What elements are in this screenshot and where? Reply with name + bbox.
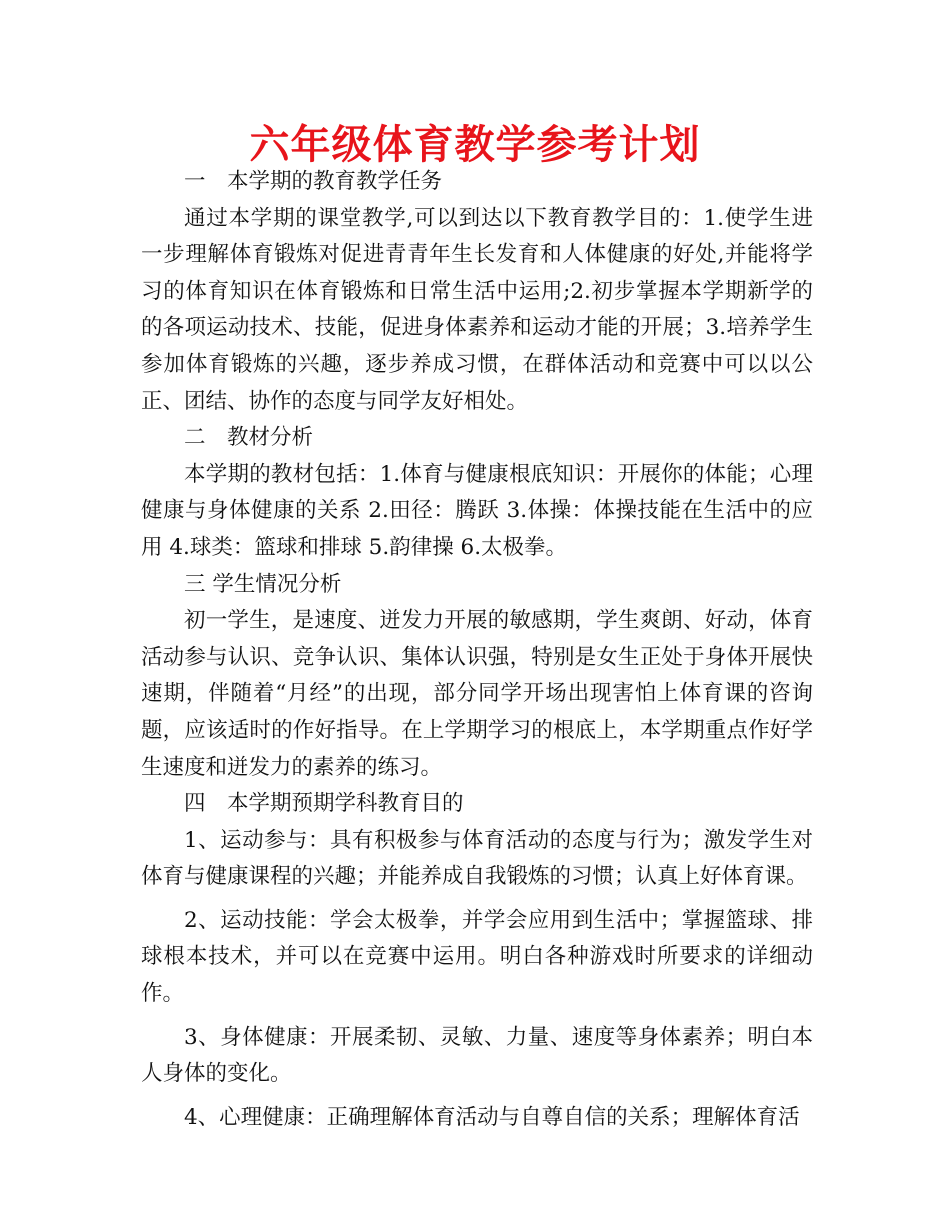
document-body [141,164,813,1136]
document-title: 六年级体育教学参考计划 [249,121,701,168]
goal-item-1: 1、运动参与：具有积极参与体育活动的态度与行为；激发学生对体育与健康课程的兴趣；并能养成自我锻炼的习惯；认真上好体育课。 [141,827,813,890]
paragraph-students: 初一学生，是速度、迸发力开展的敏感期，学生爽朗、好动，体育活动参与认识、竞争认识、集体认识强，特别是女生正处于身体开展快速期，伴随着“月经”的出现，部分同学开场出现害怕上体育课的咨询题，应该适时的作好指导。在上学期学习的根底上，本学期重点作好学生速度和迸发力的素养的练习。 [141,608,813,780]
section-heading-2: 二 教材分析 [184,425,314,451]
paragraph-tasks: 通过本学期的课堂教学,可以到达以下教育教学目的：1.使学生进一步理解体育锻炼对促进青青年生长发育和人体健康的好处,并能将学习的体育知识在体育锻炼和日常生活中运用;2.初步掌握本学期新学的的各项运动技术、技能，促进身体素养和运动才能的开展；3.培养学生参加体育锻炼的兴趣，逐步养成习惯，在群体活动和竞赛中可以以公正、团结、协作的态度与同学友好相处。 [141,205,813,414]
section-heading-1: 一 本学期的教育教学任务 [184,169,443,194]
paragraph-materials: 本学期的教材包括：1.体育与健康根底知识：开展你的体能；心理健康与身体健康的关系 2.田径：腾跃 3.体操：体操技能在生活中的应用 4.球类：篮球和排球 5.韵律操 6.太极拳。 [141,461,813,560]
goal-item-4: 4、心理健康：正确理解体育活动与自尊自信的关系；理解体育活 [184,1104,800,1130]
section-heading-4: 四 本学期预期学科教育目的 [184,791,464,817]
goal-item-2: 2、运动技能：学会太极拳，并学会应用到生活中；掌握篮球、排球根本技术，并可以在竞赛中运用。明白各种游戏时所要求的详细动作。 [141,907,813,1007]
goal-item-3: 3、身体健康：开展柔韧、灵敏、力量、速度等身体素养；明白本人身体的变化。 [141,1024,813,1087]
section-heading-3: 三 学生情况分析 [184,571,342,597]
